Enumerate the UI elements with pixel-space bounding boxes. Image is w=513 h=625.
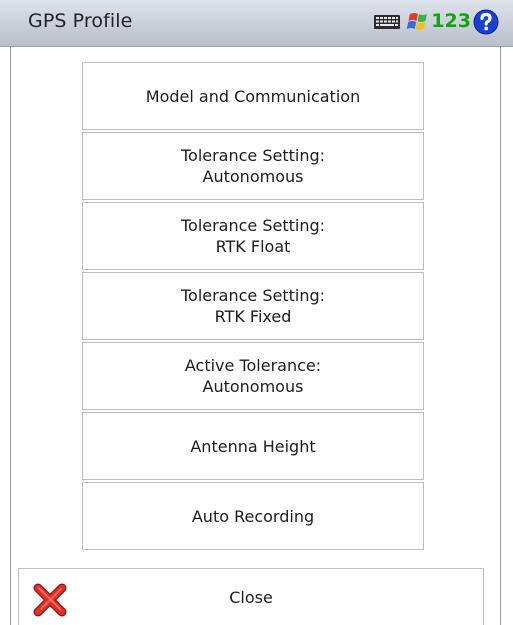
input-mode-digit-1: 1 — [431, 9, 445, 32]
menu-button-label: Auto Recording — [191, 506, 315, 526]
antenna-height-button[interactable] — [82, 412, 424, 480]
tolerance-autonomous-button[interactable] — [82, 132, 424, 200]
frame-left-border — [10, 47, 11, 625]
auto-recording-button[interactable] — [82, 482, 424, 550]
active-tolerance-button[interactable] — [82, 342, 424, 410]
input-mode-indicator[interactable] — [431, 7, 471, 35]
tolerance-rtk-fixed-button[interactable] — [82, 272, 424, 340]
model-and-communication-button[interactable] — [82, 62, 424, 130]
menu-button-label: Tolerance Setting: Autonomous — [180, 146, 326, 186]
menu-button-label: Antenna Height — [190, 436, 316, 456]
input-mode-digit-2: 2 — [444, 9, 458, 32]
window-title: GPS Profile — [28, 10, 133, 32]
menu-button-label: Tolerance Setting: RTK Fixed — [180, 286, 326, 326]
tolerance-rtk-float-button[interactable] — [82, 202, 424, 270]
system-tray — [373, 8, 499, 36]
menu-button-label: Tolerance Setting: RTK Float — [180, 216, 326, 256]
menu-button-label: Active Tolerance: Autonomous — [184, 356, 322, 396]
close-button[interactable] — [18, 568, 484, 625]
menu-button-label: Model and Communication — [145, 86, 361, 106]
close-button-label: Close — [229, 588, 273, 607]
help-icon[interactable] — [473, 8, 499, 36]
input-mode-digit-3: 3 — [457, 9, 471, 32]
frame-right-border — [500, 47, 501, 625]
keyboard-icon[interactable] — [373, 8, 401, 36]
title-bar — [0, 0, 513, 47]
windows-flag-icon[interactable] — [403, 8, 429, 36]
